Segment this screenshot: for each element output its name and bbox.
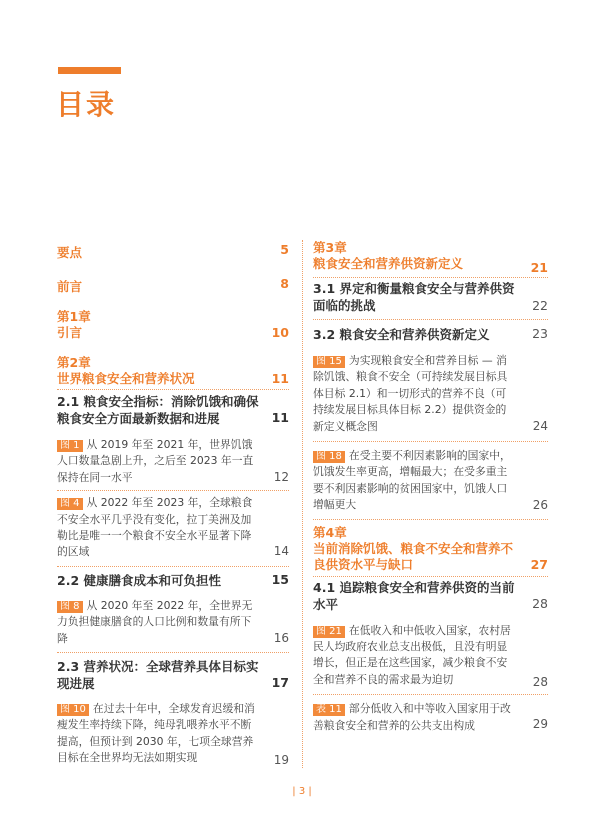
figure-tag: 图 21 bbox=[313, 626, 345, 638]
toc-page: 22 bbox=[532, 298, 548, 313]
toc-page: 11 bbox=[271, 371, 289, 386]
toc-label: 从 2022 年至 2023 年，全球粮食不安全水平几乎没有变化，拉丁美洲及加勒比是唯一一个粮食不安全水平显著下降的区域 bbox=[57, 496, 253, 559]
toc-label: 为实现粮食安全和营养目标 — 消除饥饿、粮食不安全（可持续发展目标具体目标 2.1）和一切形式的营养不良（可持续发展目标具体目标 2.2）提供资金的新定义概念图 bbox=[313, 354, 508, 433]
toc-label: 在受主要不利因素影响的国家中，饥饿发生率更高，增幅最大；在受多重主要不利因素影响的贫困国家中，饥饿人口增幅更大 bbox=[313, 449, 511, 512]
chapter-number: 第4章 bbox=[313, 524, 347, 540]
toc-page: 29 bbox=[532, 717, 548, 732]
figure-tag: 图 8 bbox=[57, 601, 83, 613]
toc-entry-chapter-4[interactable] bbox=[313, 519, 548, 573]
toc-entry-figure-21[interactable] bbox=[313, 623, 548, 689]
toc-page: 23 bbox=[532, 326, 548, 341]
figure-tag: 图 10 bbox=[57, 704, 89, 716]
toc-label: 2.2 健康膳食成本和可负担性 bbox=[57, 572, 221, 588]
figure-tag: 图 4 bbox=[57, 498, 83, 510]
toc-page: 14 bbox=[273, 544, 289, 559]
toc-page: 15 bbox=[271, 571, 289, 587]
toc-page: 19 bbox=[273, 753, 289, 768]
toc-entry-figure-1[interactable] bbox=[57, 437, 289, 486]
toc-entry-chapter-1[interactable] bbox=[57, 309, 289, 341]
toc-label: 当前消除饥饿、粮食不安全和营养不良供资水平与缺口 bbox=[313, 540, 514, 572]
toc-page: 21 bbox=[530, 260, 548, 275]
toc-entry-section-3-2[interactable] bbox=[313, 319, 548, 343]
toc-right-column bbox=[313, 240, 548, 734]
toc-label: 世界粮食安全和营养状况 bbox=[57, 371, 195, 386]
page-title: 目录 bbox=[56, 88, 117, 121]
chapter-number: 第1章 bbox=[57, 309, 91, 324]
toc-entry-figure-15[interactable] bbox=[313, 353, 548, 435]
toc-entry-chapter-3[interactable] bbox=[313, 240, 548, 275]
column-divider bbox=[302, 240, 303, 768]
toc-entry-figure-8[interactable] bbox=[57, 598, 289, 647]
toc-page: 10 bbox=[271, 325, 289, 340]
toc-page: 26 bbox=[532, 498, 548, 513]
toc-entry-key-messages[interactable] bbox=[57, 242, 289, 261]
table-tag: 表 11 bbox=[313, 704, 345, 716]
toc-label: 2.1 粮食安全指标：消除饥饿和确保粮食安全方面最新数据和进展 bbox=[57, 394, 259, 426]
title-accent-bar bbox=[58, 67, 121, 74]
toc-page: 27 bbox=[530, 556, 548, 572]
page-number: | 3 | bbox=[292, 786, 312, 797]
toc-page: 24 bbox=[532, 419, 548, 433]
toc-left-column bbox=[57, 240, 289, 767]
toc-page: 28 bbox=[532, 674, 548, 689]
toc-entry-section-3-1[interactable] bbox=[313, 277, 548, 314]
figure-tag: 图 15 bbox=[313, 356, 345, 368]
toc-label: 引言 bbox=[57, 325, 83, 340]
toc-entry-figure-4[interactable] bbox=[57, 490, 289, 561]
toc-label: 前言 bbox=[57, 279, 83, 294]
toc-entry-section-2-3[interactable] bbox=[57, 652, 289, 692]
toc-entry-section-2-2[interactable] bbox=[57, 566, 289, 589]
toc-label: 3.2 粮食安全和营养供资新定义 bbox=[313, 327, 490, 342]
toc-entry-chapter-2[interactable] bbox=[57, 355, 289, 387]
toc-page: 11 bbox=[271, 410, 289, 425]
toc-label: 在低收入和中低收入国家，农村居民人均政府农业总支出极低，且没有明显增长，但正是在这些国家，减少粮食不安全和营养不良的需求最为迫切 bbox=[313, 623, 511, 686]
toc-label: 粮食安全和营养供资新定义 bbox=[313, 256, 464, 271]
chapter-number: 第3章 bbox=[313, 240, 347, 255]
toc-label: 在过去十年中，全球发育迟缓和消瘦发生率持续下降，纯母乳喂养水平不断提高，但预计到 2030 年，七项全球营养目标在全世界均无法如期实现 bbox=[57, 702, 255, 765]
toc-entry-foreword[interactable] bbox=[57, 276, 289, 295]
toc-entry-section-4-1[interactable] bbox=[313, 576, 548, 613]
toc-label: 从 2020 年至 2022 年，全世界无力负担健康膳食的人口比例和数量有所下降 bbox=[57, 598, 253, 645]
toc-entry-figure-10[interactable] bbox=[57, 701, 289, 767]
toc-label: 部分低收入和中等收入国家用于改善粮食安全和营养的公共支出构成 bbox=[313, 702, 511, 732]
chapter-number: 第2章 bbox=[57, 355, 91, 370]
toc-label: 要点 bbox=[57, 245, 83, 260]
toc-entry-table-11[interactable] bbox=[313, 694, 548, 734]
toc-page: 16 bbox=[273, 630, 289, 645]
toc-entry-section-2-1[interactable] bbox=[57, 389, 289, 427]
toc-page: 17 bbox=[271, 675, 289, 691]
toc-label: 3.1 界定和衡量粮食安全与营养供资面临的挑战 bbox=[313, 281, 515, 313]
toc-entry-figure-18[interactable] bbox=[313, 441, 548, 514]
toc-label: 2.3 营养状况：全球营养具体目标实现进展 bbox=[57, 659, 259, 692]
toc-page: 8 bbox=[280, 276, 289, 291]
toc-label: 4.1 追踪粮食安全和营养供资的当前水平 bbox=[313, 579, 515, 612]
toc-page: 28 bbox=[532, 595, 548, 611]
toc-page: 12 bbox=[273, 470, 289, 484]
figure-tag: 图 1 bbox=[57, 440, 83, 452]
figure-tag: 图 18 bbox=[313, 451, 345, 463]
toc-label: 从 2019 年至 2021 年，世界饥饿人口数量急剧上升，之后至 2023 年一直保持在同一水平 bbox=[57, 438, 254, 484]
toc-page: 5 bbox=[280, 242, 289, 257]
